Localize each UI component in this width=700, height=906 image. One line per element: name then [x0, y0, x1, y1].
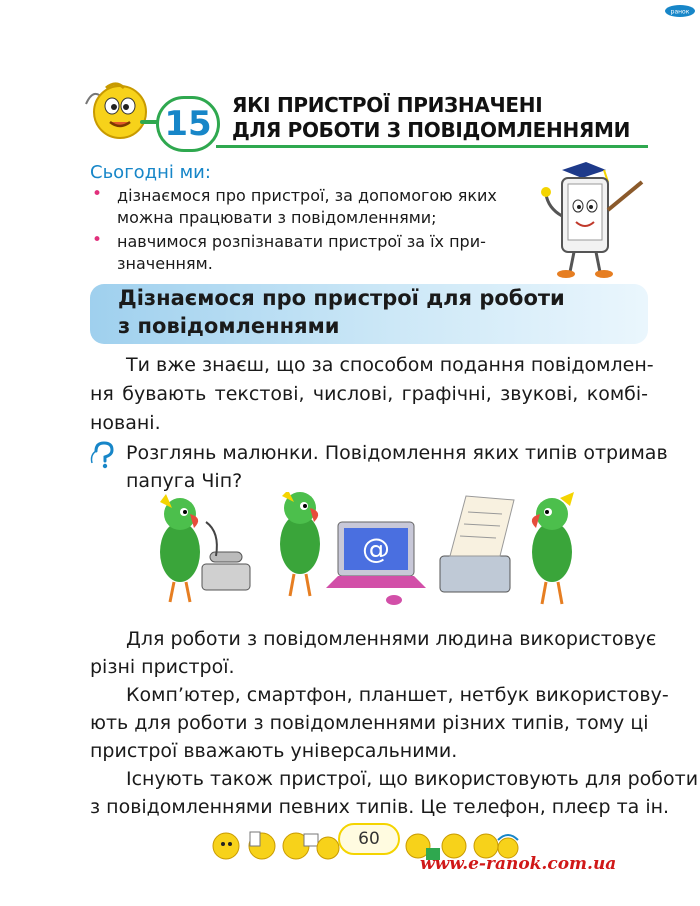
paragraph-3-line-3: пристрої вважають універсальними. [90, 740, 458, 762]
parrots-devices-illustration [150, 492, 590, 616]
publisher-logo [664, 4, 696, 18]
header-underline [216, 145, 648, 148]
publisher-logo-text: ранок [670, 8, 690, 16]
parrot-laptop-icon [280, 492, 426, 605]
question-icon [88, 441, 120, 469]
lesson-title-line-1: ЯКІ ПРИСТРОЇ ПРИЗНАЧЕНІ [232, 93, 543, 117]
paragraph-1-line-3: новані. [90, 412, 161, 434]
page-number: 60 [338, 823, 400, 855]
paragraph-2-line-2: різні пристрої. [90, 656, 235, 678]
lesson-number-badge: 15 [156, 96, 220, 152]
mascot-face-icon [80, 76, 166, 148]
section-title-line-1: Дізнаємося про пристрої для роботи [118, 286, 565, 310]
goal-1-line-1: дізнаємося про пристрої, за допомогою яких [117, 186, 497, 205]
paragraph-2-line-1: Для роботи з повідомленнями людина використовує [126, 628, 657, 650]
paragraph-1-line-2: ня бувають текстові, числові, графічні, звукові, комбі- [90, 383, 648, 405]
question-line-2: папуга Чіп? [126, 470, 243, 492]
parrot-telephone-icon [160, 494, 250, 602]
paragraph-1-line-1: Ти вже знаєш, що за способом подання повідомлен- [126, 354, 654, 376]
today-heading: Сьогодні ми: [90, 162, 211, 183]
paragraph-3-line-2: ють для роботи з повідомленнями різних типів, тому ці [90, 712, 649, 734]
goal-bullet: • [92, 184, 103, 204]
lesson-title-line-2: ДЛЯ РОБОТИ З ПОВІДОМЛЕННЯМИ [232, 118, 631, 142]
paragraph-3-line-1: Комп’ютер, смартфон, планшет, нетбук використову- [126, 684, 669, 706]
goal-2-line-2: значенням. [117, 254, 213, 273]
question-line-1: Розглянь малюнки. Повідомлення яких типів отримав [126, 442, 668, 464]
laptop-email-symbol: @ [362, 532, 390, 565]
goal-2-line-1: навчимося розпізнавати пристрої за їх при- [117, 232, 486, 251]
goal-1-line-2: можна працювати з повідомленнями; [117, 208, 437, 227]
publisher-url[interactable]: www.e-ranok.com.ua [420, 854, 617, 874]
footer-mascots-left [210, 826, 340, 866]
paragraph-4-line-2: з повідомленнями певних типів. Це телефон, плеєр та ін. [90, 796, 670, 818]
goal-bullet: • [92, 230, 103, 250]
parrot-fax-icon [440, 492, 574, 604]
section-title-line-2: з повідомленнями [118, 314, 340, 338]
paragraph-4-line-1: Існують також пристрої, що використовують для роботи [126, 768, 699, 790]
tablet-teacher-icon [534, 160, 650, 282]
